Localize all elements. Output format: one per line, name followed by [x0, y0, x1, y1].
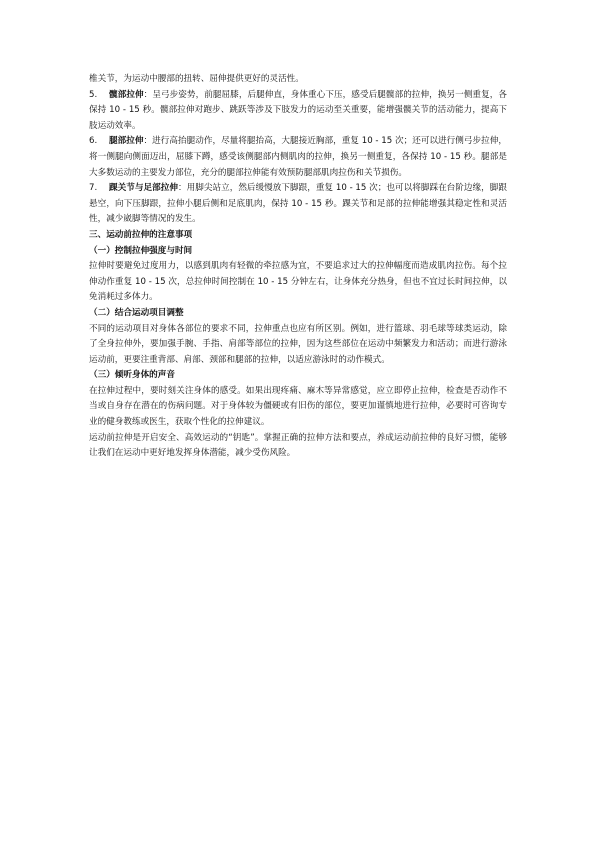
- list-item-number: 7.: [89, 183, 98, 194]
- subsection-heading-sport-adjust: （二）结合运动项目调整: [89, 307, 184, 318]
- subsection-heading-listen-body: （三）倾听身体的声音: [89, 370, 175, 381]
- list-item-leg-stretch: [89, 134, 507, 181]
- list-item-ankle-stretch: [89, 181, 507, 228]
- subsection-text-intensity: 拉伸时要避免过度用力，以感到肌肉有轻微的牵拉感为宜，不要追求过大的拉伸幅度而造成肌肉拉伤。每个拉伸动作重复 10 - 15 次，总拉伸时间控制在 10 - 15 分钟左右，让身体充分热身，但也不宜过长时间拉伸，以免消耗过多体力。: [89, 261, 507, 303]
- list-item-text: ：呈弓步姿势，前腿屈膝，后腿伸直，身体重心下压，感受后腿髋部的拉伸，换另一侧重复，各保持 10 - 15 秒。髋部拉伸对跑步、跳跃等涉及下肢发力的运动至关重要，能增强髋关节的活动能力，提高下肢运动效率。: [89, 89, 507, 131]
- conclusion-paragraph: 运动前拉伸是开启安全、高效运动的“钥匙”。掌握正确的拉伸方法和要点，养成运动前拉伸的良好习惯，能够让我们在运动中更好地发挥身体潜能，减少受伤风险。: [89, 432, 507, 459]
- intro-tail-paragraph: 椎关节，为运动中腰部的扭转、屈伸提供更好的灵活性。: [89, 74, 304, 84]
- list-item-hip-stretch: [89, 88, 507, 135]
- list-item-number: 5.: [89, 89, 98, 100]
- list-item-number: 6.: [89, 136, 98, 147]
- section-heading: 三、运动前拉伸的注意事项: [89, 229, 193, 240]
- list-item-text: ：进行高抬腿动作，尽量将腿抬高，大腿接近胸部，重复 10 - 15 次；还可以进行侧弓步拉伸，将一侧腿向侧面迈出，屈膝下蹲，感受该侧腿部内侧肌肉的拉伸，换另一侧重复，各保持 10 - 15 秒。腿部是大多数运动的主要发力部位，充分的腿部拉伸能有效预防腿部肌肉拉伤和关节损伤。: [89, 136, 507, 178]
- subsection-heading-intensity: （一）控制拉伸强度与时间: [89, 245, 193, 256]
- list-item-title: 踝关节与足部拉伸: [109, 183, 178, 194]
- document-page: [89, 72, 507, 462]
- subsection-text-listen-body: 在拉伸过程中，要时刻关注身体的感受。如果出现疼痛、麻木等异常感觉，应立即停止拉伸，检查是否动作不当或自身存在潜在的伤病问题。对于身体较为僵硬或有旧伤的部位，要更加谨慎地进行拉伸，必要时可咨询专业的健身教练或医生，获取个性化的拉伸建议。: [89, 385, 507, 428]
- list-item-title: 腿部拉伸: [109, 136, 144, 147]
- list-item-title: 髋部拉伸: [109, 89, 144, 100]
- subsection-text-sport-adjust: 不同的运动项目对身体各部位的要求不同，拉伸重点也应有所区别。例如，进行篮球、羽毛球等球类运动，除了全身拉伸外，要加强手腕、手指、肩部等部位的拉伸，因为这些部位在运动中频繁发力和活动；而进行游泳运动前，更要注重背部、肩部、颈部和腿部的拉伸，以适应游泳时的动作模式。: [89, 323, 507, 365]
- list-item-text: ：用脚尖站立，然后缓慢放下脚跟，重复 10 - 15 次；也可以将脚踩在台阶边缘，脚跟悬空，向下压脚跟，拉伸小腿后侧和足底肌肉，保持 10 - 15 秒。踝关节和足部的拉伸能增强其稳定性和灵活性，减少崴脚等情况的发生。: [89, 183, 507, 225]
